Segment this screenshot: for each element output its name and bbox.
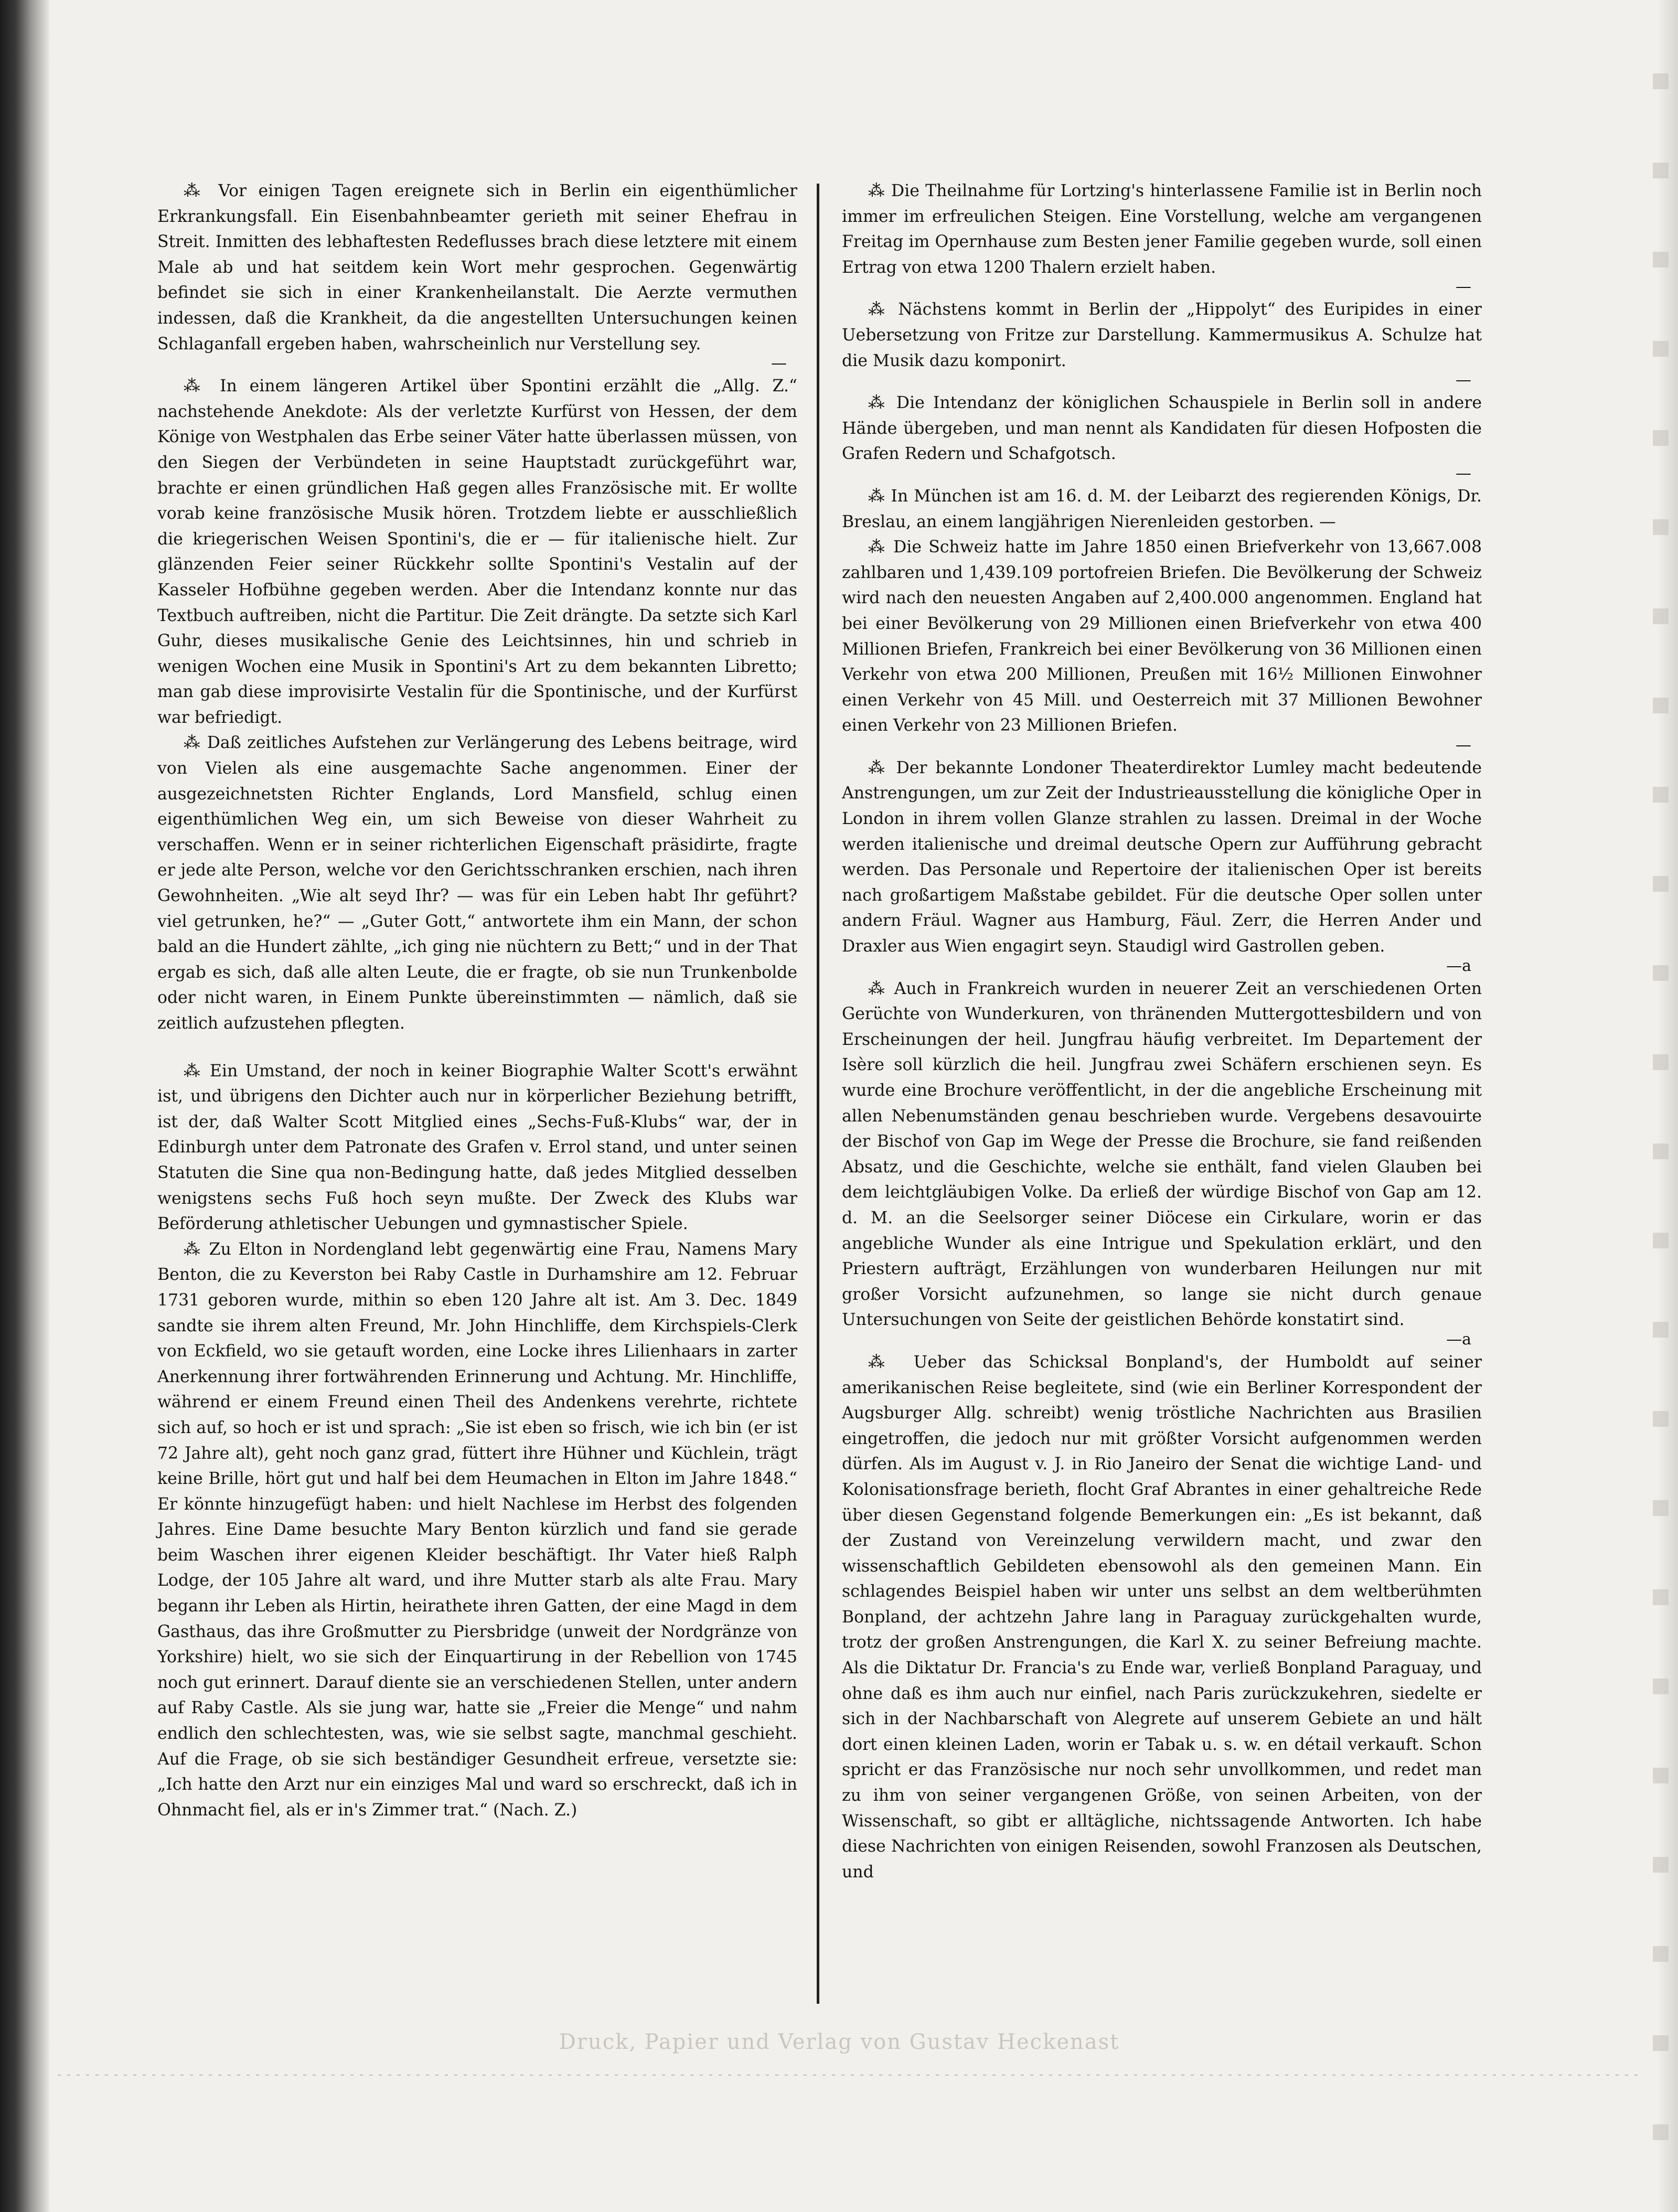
news-item: ⁂ Die Theilnahme für Lortzing's hinterlassene Familie ist in Berlin noch immer im erfreulichen Steigen. Eine Vorstellung, welche am vergangenen Freitag im Opernhause zum Besten jener Familie gegeben wurde, soll einen Ertrag von etwa 1200 Thalern erzielt haben.: [842, 181, 1482, 277]
item-separator: —: [1456, 277, 1471, 296]
news-item: ⁂ Auch in Frankreich wurden in neuerer Zeit an verschiedenen Orten Gerüchte von Wunderkuren, von thränenden Muttergottesbildern und von Erscheinungen der heil. Jungfrau häufig verbreitet. Im Departement der Isère soll kürzlich die heil. Jungfrau zwei Schäfern erschienen seyn. Es wurde eine Brochure veröffentlicht, in der die angebliche Erscheinung mit allen Nebenumständen genau beschrieben wurde. Vergebens desavouirte der Bischof von Gap im Wege der Presse die Brochure, sie fand reißenden Absatz, und die Geschichte, welche sie enthält, fand vielen Glauben bei dem leichtgläubigen Volke. Da erließ der würdige Bischof von Gap am 12. d. M. an die Seelsorger seiner Diöcese ein Cirkulare, worin er das angebliche Wunder als eine Intrigue und Spekulation erklärt, und den Priestern aufträgt, Erzählungen von wunderbaren Heilungen nur mit großer Vorsicht aufzunehmen, so lange sie nicht durch genaue Untersuchungen von Seite der geistlichen Behörde konstatirt sind.: [842, 979, 1482, 1330]
column-divider: [817, 184, 819, 2004]
item-separator: —: [1456, 735, 1471, 754]
item-separator: —: [1456, 371, 1471, 390]
bottom-rule: [58, 2075, 1642, 2076]
news-item: ⁂ Nächstens kommt in Berlin der „Hippolyt“ des Euripides in einer Uebersetzung von Fritze zur Darstellung. Kammermusikus A. Schulze hat die Musik dazu komponirt.: [842, 300, 1482, 370]
news-item: ⁂ In einem längeren Artikel über Spontini erzählt die „Allg. Z.“ nachstehende Anekdote: Als der verletzte Kurfürst von Hessen, der dem Könige von Westphalen das Erbe seiner Väter hatte überlassen müssen, von den Siegen der Verbündeten in seine Hauptstadt zurückgeführt war, brachte er einen gründlichen Haß gegen alles Französische mit. Er wollte vorab keine französische Musik hören. Trotzdem liebte er ausschließlich die kriegerischen Weisen Spontini's, die er — für italienische hielt. Zur glänzenden Feier seiner Rückkehr sollte Spontini's Vestalin auf der Kasseler Hofbühne gegeben werden. Aber die Intendanz konnte nur das Textbuch auftreiben, nicht die Partitur. Die Zeit drängte. Da setzte sich Karl Guhr, dieses musikalische Genie des Leichtsinnes, hin und schrieb in wenigen Wochen eine Musik in Spontini's Art zu dem bekannten Libretto; man gab diese improvisirte Vestalin für die Spontinische, und der Kurfürst war befriedigt.: [157, 377, 797, 727]
item-separator: —: [1456, 464, 1471, 483]
left-column: [157, 178, 797, 2014]
newspaper-page: [157, 178, 1505, 2014]
scan-edge-left: [0, 0, 50, 2212]
news-item: ⁂ Der bekannte Londoner Theaterdirektor Lumley macht bedeutende Anstrengungen, um zur Zeit der Industrieausstellung die königliche Oper in London in ihrem vollen Glanze strahlen zu lassen. Dreimal in der Woche werden italienische und dreimal deutsche Opern zur Aufführung gebracht werden. Das Personale und Repertoire der italienischen Oper ist bereits nach großartigem Maßstabe gebildet. Für die deutsche Oper sollen unter andern Fräul. Wagner aus Hamburg, Fäul. Zerr, die Herren Ander und Draxler aus Wien engagirt seyn. Staudigl wird Gastrollen geben.: [842, 758, 1482, 956]
news-item: ⁂ Ueber das Schicksal Bonpland's, der Humboldt auf seiner amerikanischen Reise begleitete, sind (wie ein Berliner Korrespondent der Augsburger Allg. schreibt) wenig tröstliche Nachrichten aus Brasilien eingetroffen, die jedoch nur mit größter Vorsicht aufgenommen werden dürfen. Als im August v. J. in Rio Janeiro der Senat die wichtige Land- und Kolonisationsfrage berieth, flocht Graf Abrantes in einer gehaltreiche Rede über diesen Gegenstand folgende Bemerkungen ein: „Es ist bekannt, daß der Zustand von Vereinzelung verwildern macht, und zwar den wissenschaftlich Gebildeten ebensowohl als den gemeinen Mann. Ein schlagendes Beispiel haben wir unter uns selbst an dem weltberühmten Bonpland, der achtzehn Jahre lang in Paraguay zurückgehalten wurde, trotz der großen Anstrengungen, die Karl X. zu seiner Befreiung machte. Als die Diktatur Dr. Francia's zu Ende war, verließ Bonpland Paraguay, und ohne daß es ihm auch nur einfiel, nach Paris zurückzukehren, siedelte er sich in der Nachbarschaft von Alegrete auf unserem Gebiete an und hält dort einen kleinen Laden, worin er Tabak u. s. w. en détail verkauft. Schon spricht er das Französische nur noch sehr unvollkommen, und redet man zu ihm von seiner vergangenen Größe, von seinen Arbeiten, von der Wissenschaft, so gibt er alltägliche, nichtssagende Antworten. Ich habe diese Nachrichten von einigen Reisenden, sowohl Franzosen als Deutschen, und: [842, 1352, 1482, 1882]
news-item: ⁂ Daß zeitliches Aufstehen zur Verlängerung des Lebens beitrage, wird von Vielen als eine ausgemachte Sache angenommen. Einer der ausgezeichnetsten Richter Englands, Lord Mansfield, schlug einen eigenthümlichen Weg ein, um sich Beweise von dieser Wahrheit zu verschaffen. Wenn er in seiner richterlichen Eigenschaft präsidirte, fragte er jede alte Person, welche vor den Gerichtsschranken erschien, nach ihren Gewohnheiten. „Wie alt seyd Ihr? — was für ein Leben habt Ihr geführt? viel getrunken, he?“ — „Guter Gott,“ antwortete ihm ein Mann, der schon bald an die Hundert zählte, „ich ging nie nüchtern zu Bett;“ und in der That ergab es sich, daß alle alten Leute, die er fragte, ob sie nun Trunkenbolde oder nicht waren, in Einem Punkte übereinstimmten — nämlich, daß sie zeitlich aufzustehen pflegten.: [157, 733, 797, 1033]
news-item: ⁂ Zu Elton in Nordengland lebt gegenwärtig eine Frau, Namens Mary Benton, die zu Keverston bei Raby Castle in Durhamshire am 12. Februar 1731 geboren wurde, mithin so eben 120 Jahre alt ist. Am 3. Dec. 1849 sandte sie ihrem alten Freund, Mr. John Hinchliffe, dem Kirchspiels-Clerk von Eckfield, wo sie getauft worden, eine Locke ihres Lilienhaars in zarter Anerkennung ihrer fortwährenden Erinnerung und Achtung. Mr. Hinchliffe, während er einem Freund einen Theil des Andenkens verehrte, richtete sich auf, so hoch er ist und sprach: „Sie ist eben so frisch, wie ich bin (er ist 72 Jahre alt), geht noch ganz grad, füttert ihre Hühner und Küchlein, trägt keine Brille, hört gut und half bei dem Heumachen in Elton im Jahre 1848.“ Er könnte hinzugefügt haben: und hielt Nachlese im Herbst des folgenden Jahres. Eine Dame besuchte Mary Benton kürzlich und fand sie gerade beim Waschen ihrer eigenen Kleider beschäftigt. Ihr Vater hieß Ralph Lodge, der 105 Jahre alt ward, und ihre Mutter starb als alte Frau. Mary begann ihr Leben als Hirtin, heirathete ihren Gatten, der eine Magd in dem Gasthaus, das ihre Großmutter zu Piersbridge (unweit der Nordgränze von Yorkshire) hielt, wo sie sich der Einquartirung in der Rebellion von 1745 noch gut erinnert. Darauf diente sie an verschiedenen Stellen, unter andern auf Raby Castle. Als sie jung war, hatte sie „Freier die Menge“ und nahm endlich den schlechtesten, was, wie sie selbst sagte, manchmal geschieht. Auf die Frage, ob sie sich beständiger Gesundheit erfreue, versetzte sie: „Ich hatte den Arzt nur ein einziges Mal und ward so erschreckt, daß ich in Ohnmacht fiel, als er in's Zimmer trat.“ (Nach. Z.): [157, 1239, 797, 1820]
printer-credit: Druck, Papier und Verlag von Gustav Heckenast: [559, 2030, 1120, 2054]
news-item: ⁂ Die Intendanz der königlichen Schauspiele in Berlin soll in andere Hände übergeben, und man nennt als Kandidaten für diesen Hofposten die Grafen Redern und Schafgotsch.: [842, 393, 1482, 464]
item-separator: —a: [1446, 956, 1471, 975]
news-item: ⁂ Die Schweiz hatte im Jahre 1850 einen Briefverkehr von 13,667.008 zahlbaren und 1,439.109 portofreien Briefen. Die Bevölkerung der Schweiz wird nach den neuesten Angaben auf 2,400.000 angenommen. England hat bei einer Bevölkerung von 29 Millionen einen Briefverkehr von etwa 400 Millionen Briefen, Frankreich bei einer Bevölkerung von 36 Millionen einen Verkehr von etwa 200 Millionen, Preußen mit 16½ Millionen Einwohner einen Verkehr von 45 Mill. und Oesterreich mit 37 Millionen Bewohner einen Verkehr von 23 Millionen Briefen.: [842, 538, 1482, 735]
item-separator: —a: [1446, 1330, 1471, 1349]
scan-margin-marks: [1653, 0, 1669, 2212]
news-item: ⁂ Ein Umstand, der noch in keiner Biographie Walter Scott's erwähnt ist, und übrigens den Dichter auch nur in körperlicher Beziehung betrifft, ist der, daß Walter Scott Mitglied eines „Sechs-Fuß-Klubs“ war, der in Edinburgh unter dem Patronate des Grafen v. Errol stand, und unter seinen Statuten die Sine qua non-Bedingung hatte, daß jedes Mitglied desselben wenigstens sechs Fuß hoch seyn mußte. Der Zweck des Klubs war Beförderung athletischer Uebungen und gymnastischer Spiele.: [157, 1061, 797, 1234]
news-item: ⁂ In München ist am 16. d. M. der Leibarzt des regierenden Königs, Dr. Breslau, an einem langjährigen Nierenleiden gestorben. —: [842, 486, 1482, 531]
spacer: [157, 1036, 797, 1059]
news-item: ⁂ Vor einigen Tagen ereignete sich in Berlin ein eigenthümlicher Erkrankungsfall. Ein Eisenbahnbeamter gerieth mit seiner Ehefrau in Streit. Inmitten des lebhaftesten Redeflusses brach diese letztere mit einem Male ab und hat seitdem kein Wort mehr gesprochen. Gegenwärtig befindet sie sich in einer Krankenheilanstalt. Die Aerzte vermuthen indessen, daß die Krankheit, da die angestellten Untersuchungen keinen Schlaganfall ergeben haben, wahrscheinlich nur Verstellung sey.: [157, 181, 797, 354]
item-separator: —: [771, 354, 787, 373]
right-column: [842, 178, 1482, 2014]
